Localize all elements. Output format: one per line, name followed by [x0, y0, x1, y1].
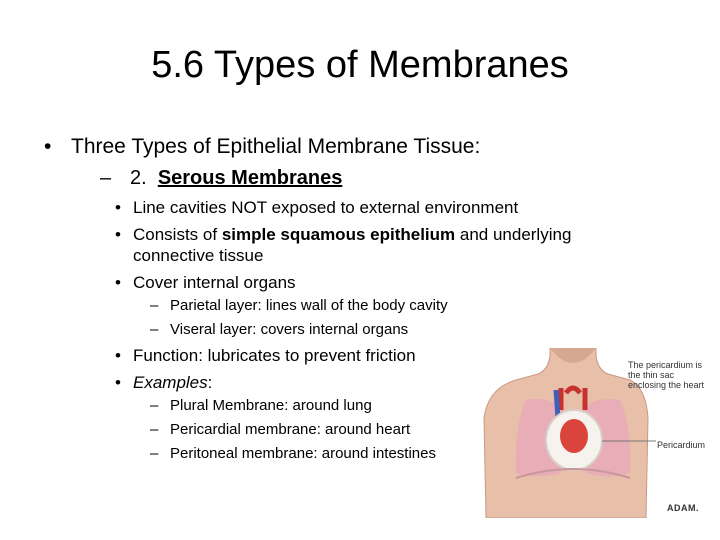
layer-text: Parietal layer: lines wall of the body cavity: [170, 297, 448, 314]
example-text: Pericardial membrane: around heart: [170, 421, 411, 438]
sub-heading-label: Serous Membranes: [157, 167, 343, 189]
list-item-text: Function: lubricates to prevent friction: [133, 346, 416, 365]
examples-colon: :: [207, 373, 213, 392]
text-bold: simple squamous epithelium: [221, 225, 456, 244]
list-item-text: Cover internal organs: [133, 273, 296, 292]
adam-logo: ADAM.: [667, 503, 699, 513]
heart: [560, 419, 588, 453]
bullet-icon: •: [115, 273, 121, 292]
bullet-icon: •: [44, 135, 52, 158]
figure-caption: [628, 360, 704, 390]
caption-line: The pericardium is: [628, 360, 703, 370]
main-point-text: Three Types of Epithelial Membrane Tissue:: [71, 135, 481, 158]
text-prefix: Consists of: [133, 225, 222, 244]
layer-text: Viseral layer: covers internal organs: [170, 321, 409, 338]
pericardium-label: Pericardium: [657, 440, 706, 450]
sub-heading-text: [130, 167, 342, 190]
bullet-icon: •: [115, 198, 121, 217]
dash-icon: –: [150, 321, 159, 338]
example-text: Plural Membrane: around lung: [170, 397, 372, 414]
vena-cava: [556, 390, 558, 418]
example-text: Peritoneal membrane: around intestines: [170, 445, 436, 462]
slide-title: 5.6 Types of Membranes: [151, 44, 569, 86]
bullet-icon: •: [115, 346, 121, 365]
text-suffix: and underlying: [455, 225, 572, 244]
list-item-text: [133, 372, 212, 393]
list-item-text: connective tissue: [133, 246, 264, 265]
caption-line: the thin sac: [628, 370, 675, 380]
dash-icon: –: [100, 167, 112, 189]
examples-label: Examples: [133, 373, 208, 392]
dash-icon: –: [150, 397, 159, 414]
dash-icon: –: [150, 297, 159, 314]
dash-icon: –: [150, 421, 159, 438]
bullet-icon: •: [115, 373, 121, 392]
bullet-icon: •: [115, 225, 121, 244]
list-item-text: [133, 224, 571, 245]
list-item-text: Line cavities NOT exposed to external environment: [133, 198, 519, 217]
dash-icon: –: [150, 445, 159, 462]
sub-heading-number: 2.: [130, 167, 147, 189]
caption-line: enclosing the heart: [628, 380, 705, 390]
